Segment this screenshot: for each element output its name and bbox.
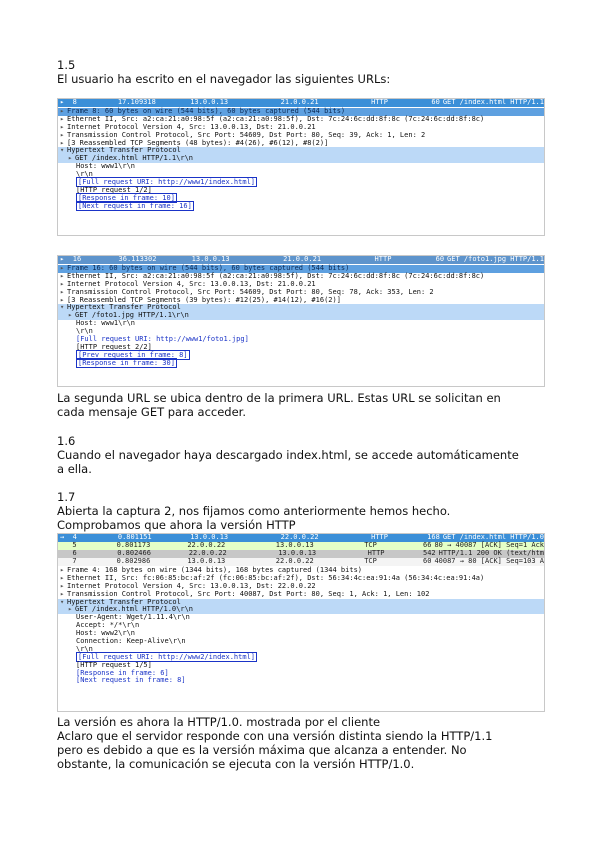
conclusion-line: cada mensaje GET para acceder. <box>57 405 247 419</box>
full-uri-link[interactable]: [Full request URI: http://www2/index.html] <box>78 652 256 661</box>
packet-row[interactable]: 7 0.802986 13.0.0.13 22.0.0.22 TCP 60 40087 → 80 [ACK] Seq=103 A <box>58 558 544 566</box>
tree-ip[interactable]: ▸ Internet Protocol Version 4, Src: 13.0.0.13, Dst: 21.0.0.21 <box>60 122 316 131</box>
tree-http-line: \r\n <box>76 327 93 336</box>
full-uri-link[interactable]: [Full request URI: http://www1/index.html] <box>78 178 256 187</box>
packet-row[interactable]: 5 0.801173 22.0.0.22 13.0.0.13 TCP 66 80 → 40087 [ACK] Seq=1 Ack <box>58 542 544 550</box>
tree-http-get[interactable]: ▸ GET /foto1.jpg HTTP/1.1\r\n <box>58 312 544 320</box>
tree-http-line: Host: www1\r\n <box>76 319 136 328</box>
after-text: La versión es ahora la HTTP/1.0. mostrada por el cliente <box>57 715 381 729</box>
response-frame-link[interactable]: [Response in frame: 6] <box>76 668 169 677</box>
tree-ethernet[interactable]: ▸ Ethernet II, Src: a2:ca:21:a0:98:5f (a2:ca:21:a0:98:5f), Dst: 7c:24:6c:dd:8f:8c (7c:24:6c:dd:8f:8c) <box>60 271 485 280</box>
packet-row[interactable]: 6 0.802466 22.0.0.22 13.0.0.13 HTTP 542 HTTP/1.1 200 OK (text/htm <box>58 550 544 558</box>
next-request-link[interactable]: [Next request in frame: 16] <box>78 201 192 210</box>
tree-http-get[interactable]: ▸ GET /index.html HTTP/1.0\r\n <box>58 606 544 614</box>
tree-reassembled[interactable]: ▸ [3 Reassembled TCP Segments (48 bytes): #4(26), #6(12), #8(2)] <box>60 138 329 147</box>
wireshark-capture-1 <box>57 98 545 236</box>
packet-row[interactable]: → 4 0.801151 13.0.0.13 22.0.0.22 HTTP 168 GET /index.html HTTP/1.0 <box>60 533 544 541</box>
tree-http-get[interactable]: ▸ GET /index.html HTTP/1.1\r\n <box>58 155 544 163</box>
section-intro: El usuario ha escrito en el navegador las siguientes URLs: <box>57 72 391 86</box>
tree-http-line: Connection: Keep-Alive\r\n <box>76 637 186 646</box>
section-text: Cuando el navegador haya descargado index.html, se accede automáticamente <box>57 448 519 462</box>
tree-tcp[interactable]: ▸ Transmission Control Protocol, Src Port: 54609, Dst Port: 80, Seq: 78, Ack: 353, Len: 2 <box>60 287 434 296</box>
section-number: 1.7 <box>57 490 76 504</box>
next-request-link[interactable]: [Next request in frame: 8] <box>76 676 186 685</box>
tree-http-line: Host: www1\r\n <box>76 162 136 171</box>
full-uri-link[interactable]: [Full request URI: http://www1/foto1.jpg] <box>76 335 249 344</box>
tree-http-line: Host: www2\r\n <box>76 629 136 638</box>
after-text: obstante, la comunicación se ejecuta con la versión HTTP/1.0. <box>57 757 415 771</box>
request-number: [HTTP request 1/2] <box>76 185 152 194</box>
tree-http[interactable]: ▾ Hypertext Transfer Protocol <box>58 599 544 607</box>
section-text: Comprobamos que ahora la versión HTTP <box>57 518 296 532</box>
tree-http-line: User-Agent: Wget/1.11.4\r\n <box>76 613 190 622</box>
tree-http[interactable]: ▾ Hypertext Transfer Protocol <box>58 147 544 155</box>
section-number: 1.5 <box>57 58 76 72</box>
response-frame-link[interactable]: [Response in frame: 30] <box>78 358 175 367</box>
tree-tcp[interactable]: ▸ Transmission Control Protocol, Src Port: 54609, Dst Port: 80, Seq: 39, Ack: 1, Len: 2 <box>60 130 426 139</box>
tree-frame[interactable]: ▸ Frame 16: 60 bytes on wire (544 bits), 60 bytes captured (544 bits) <box>58 265 544 273</box>
wireshark-capture-3 <box>57 533 545 712</box>
tree-ethernet[interactable]: ▸ Ethernet II, Src: fc:06:85:bc:af:2f (fc:06:85:bc:af:2f), Dst: 56:34:4c:ea:91:4a (56:34:4c:ea:91:4a) <box>60 573 485 582</box>
request-number: [HTTP request 2/2] <box>76 342 152 351</box>
section-text: Abierta la captura 2, nos fijamos como anteriormente hemos hecho. <box>57 504 451 518</box>
packet-row[interactable]: ▸ 8 17.109318 13.0.0.13 21.0.0.21 HTTP 60 GET /index.html HTTP/1.1 <box>60 98 544 106</box>
after-text: pero es debido a que es la versión máxima que alcanza a entender. No <box>57 743 467 757</box>
section-text: a ella. <box>57 462 92 476</box>
tree-http-line: \r\n <box>76 644 93 653</box>
tree-ethernet[interactable]: ▸ Ethernet II, Src: a2:ca:21:a0:98:5f (a2:ca:21:a0:98:5f), Dst: 7c:24:6c:dd:8f:8c (7c:24:6c:dd:8f:8c) <box>60 114 485 123</box>
section-number: 1.6 <box>57 434 76 448</box>
tree-reassembled[interactable]: ▸ [3 Reassembled TCP Segments (39 bytes): #12(25), #14(12), #16(2)] <box>60 295 341 304</box>
response-frame-link[interactable]: [Response in frame: 10] <box>78 193 175 202</box>
wireshark-capture-2 <box>57 255 545 387</box>
after-text: Aclaro que el servidor responde con una versión distinta siendo la HTTP/1.1 <box>57 729 493 743</box>
tree-ip[interactable]: ▸ Internet Protocol Version 4, Src: 13.0.0.13, Dst: 22.0.0.22 <box>60 581 316 590</box>
prev-request-link[interactable]: [Prev request in frame: 8] <box>78 350 188 359</box>
conclusion-line: La segunda URL se ubica dentro de la primera URL. Estas URL se solicitan en <box>57 391 501 405</box>
packet-row[interactable]: ▸ 16 36.113302 13.0.0.13 21.0.0.21 HTTP 60 GET /foto1.jpg HTTP/1.1 <box>60 255 544 263</box>
tree-http-line: \r\n <box>76 170 93 179</box>
tree-frame[interactable]: ▸ Frame 8: 60 bytes on wire (544 bits), 60 bytes captured (544 bits) <box>58 108 544 116</box>
request-number: [HTTP request 1/5] <box>76 660 152 669</box>
tree-http[interactable]: ▾ Hypertext Transfer Protocol <box>58 304 544 312</box>
tree-http-line: Accept: */*\r\n <box>76 621 140 630</box>
tree-ip[interactable]: ▸ Internet Protocol Version 4, Src: 13.0.0.13, Dst: 21.0.0.21 <box>60 279 316 288</box>
tree-frame[interactable]: ▸ Frame 4: 168 bytes on wire (1344 bits), 168 bytes captured (1344 bits) <box>60 566 363 574</box>
tree-tcp[interactable]: ▸ Transmission Control Protocol, Src Port: 40087, Dst Port: 80, Seq: 1, Ack: 1, Len: 102 <box>60 589 430 598</box>
